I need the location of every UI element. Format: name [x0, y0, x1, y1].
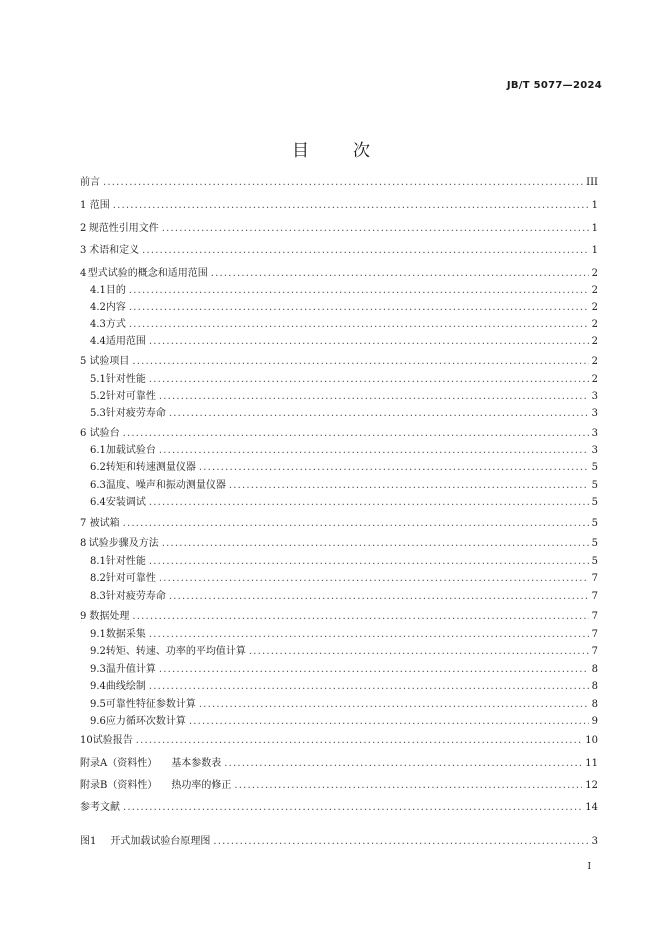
- toc-entry-number: 5.1: [90, 374, 106, 385]
- toc-entry[interactable]: [80, 460, 598, 476]
- toc-entry[interactable]: [80, 800, 598, 816]
- toc-leader-dots: [149, 495, 589, 511]
- toc-entry-label: 基本参数表: [171, 758, 222, 769]
- toc-entry-label: 试验台: [89, 428, 120, 439]
- toc-entry-page: 11: [585, 758, 598, 769]
- toc-entry-page: 7: [591, 591, 598, 602]
- toc-entry-number: 4.2: [90, 302, 106, 313]
- toc-entry-label: 数据处理: [89, 611, 130, 622]
- toc-entry-page: 7: [591, 611, 598, 622]
- toc-leader-dots: [149, 627, 589, 643]
- toc-entry-number: 9.3: [90, 664, 106, 675]
- toc-entry-number: 9.1: [90, 629, 106, 640]
- toc-entry-number: 9.4: [90, 681, 106, 692]
- toc-entry[interactable]: [80, 778, 598, 794]
- toc-entry-label: 术语和定义: [89, 245, 140, 256]
- toc-entry-page: 3: [591, 391, 598, 402]
- toc-entry-label: 内容: [105, 302, 126, 313]
- toc-entry[interactable]: [80, 317, 598, 333]
- toc-entry-label: 试验步骤及方法: [88, 538, 159, 549]
- toc-entry[interactable]: [80, 198, 598, 214]
- toc-entry-number: 4.4: [90, 336, 106, 347]
- toc-leader-dots: [234, 778, 582, 794]
- toc-entry[interactable]: [80, 733, 598, 749]
- toc-entry[interactable]: [80, 609, 598, 625]
- toc-entry-page: 9: [591, 716, 598, 727]
- toc-entry[interactable]: [80, 221, 598, 237]
- toc-leader-dots: [169, 589, 589, 605]
- toc-entry[interactable]: [80, 697, 598, 713]
- toc-entry-number: 8.1: [90, 556, 106, 567]
- toc-entry-number: 5.3: [90, 408, 106, 419]
- toc-entry[interactable]: [80, 443, 598, 459]
- toc-entry-page: 5: [591, 518, 598, 529]
- toc-entry-label: 试验项目: [89, 356, 130, 367]
- title-part-1: 目: [292, 141, 309, 161]
- toc-entry-label: 可靠性特征参数计算: [105, 699, 196, 710]
- toc-entry-page: 7: [591, 646, 598, 657]
- toc-entry[interactable]: [80, 589, 598, 605]
- toc-entry-label: 针对性能: [105, 556, 146, 567]
- toc-entry-label: 针对疲劳寿命: [105, 591, 166, 602]
- toc-entry-page: 12: [585, 780, 598, 791]
- toc-leader-dots: [189, 714, 589, 730]
- page-title: [0, 136, 662, 161]
- toc-entry-page: 5: [591, 497, 598, 508]
- toc-entry[interactable]: [80, 426, 598, 442]
- toc-entry-page: 7: [591, 573, 598, 584]
- toc-leader-dots: [169, 406, 589, 422]
- toc-leader-dots: [123, 426, 589, 442]
- toc-entry-page: 3: [591, 428, 598, 439]
- toc-entry-page: 1: [591, 223, 598, 234]
- toc-entry[interactable]: [80, 243, 598, 259]
- toc-entry-number: 6.3: [90, 480, 106, 491]
- toc-entry-number: 6: [80, 428, 87, 439]
- toc-entry-label: 温度、噪声和振动测量仪器: [105, 480, 226, 491]
- toc-entry[interactable]: [80, 554, 598, 570]
- toc-entry-page: 1: [591, 200, 598, 211]
- toc-entry-number: 4: [80, 268, 87, 279]
- toc-entry-label: 型式试验的概念和适用范围: [87, 268, 208, 279]
- toc-leader-dots: [159, 389, 589, 405]
- document-code: JB/T 5077—2024: [506, 80, 602, 91]
- toc-entry-page: 2: [591, 302, 598, 313]
- toc-entry[interactable]: [80, 536, 598, 552]
- toc-entry-label: 安装调试: [105, 497, 146, 508]
- toc-entry-number: 9.2: [90, 646, 106, 657]
- toc-entry-number: 6.2: [90, 462, 106, 473]
- toc-entry-label: 应力循环次数计算: [105, 716, 186, 727]
- toc-entry-label: 被试箱: [89, 518, 120, 529]
- toc-entry[interactable]: [80, 756, 598, 772]
- title-part-2: 次: [353, 141, 370, 161]
- toc-entry[interactable]: [80, 283, 598, 299]
- toc-entry-page: 14: [585, 802, 598, 813]
- toc-leader-dots: [199, 697, 589, 713]
- toc-entry[interactable]: [80, 354, 598, 370]
- toc-entry-label: 转矩、转速、功率的平均值计算: [105, 646, 246, 657]
- toc-entry-page: 2: [591, 285, 598, 296]
- toc-entry-page: 10: [585, 735, 598, 746]
- toc-leader-dots: [123, 516, 589, 532]
- toc-entry[interactable]: [80, 389, 598, 405]
- toc-entry[interactable]: [80, 662, 598, 678]
- toc-leader-dots: [249, 644, 589, 660]
- toc-entry-page: 2: [591, 268, 598, 279]
- toc-entry-number: 5: [80, 356, 87, 367]
- toc-leader-dots: [149, 679, 589, 695]
- toc-entry-label: 目的: [105, 285, 126, 296]
- toc-entry-page: 8: [591, 681, 598, 692]
- toc-entry-label: 热功率的修正: [171, 780, 232, 791]
- toc-entry-label: 方式: [105, 319, 126, 330]
- toc-leader-dots: [136, 733, 583, 749]
- toc-entry[interactable]: [80, 495, 598, 511]
- toc-entry-page: 2: [591, 356, 598, 367]
- toc-entry-page: 8: [591, 664, 598, 675]
- toc-entry-label: 针对疲劳寿命: [105, 408, 166, 419]
- toc-entry-number: 8: [80, 538, 87, 549]
- toc-leader-dots: [123, 800, 582, 816]
- toc-entry-number: 1: [80, 200, 87, 211]
- toc-entry-label: 加载试验台: [105, 445, 156, 456]
- toc-entry-page: 3: [591, 836, 598, 847]
- toc-entry-page: 2: [591, 319, 598, 330]
- toc-entry-label: 前言: [80, 177, 100, 188]
- toc-entry-number: 9.5: [90, 699, 106, 710]
- toc-leader-dots: [229, 478, 589, 494]
- toc-entry[interactable]: [80, 300, 598, 316]
- toc-leader-dots: [129, 317, 589, 333]
- toc-entry-number: 7: [80, 518, 87, 529]
- toc-entry[interactable]: [80, 266, 598, 282]
- toc-entry-number: 9: [80, 611, 87, 622]
- toc-leader-dots: [129, 283, 589, 299]
- toc-entry-page: 5: [591, 480, 598, 491]
- toc-leader-dots: [142, 243, 588, 259]
- toc-entry-label: 开式加载试验台原理图: [110, 836, 211, 847]
- toc-entry-page: 7: [591, 629, 598, 640]
- toc-leader-dots: [213, 834, 588, 850]
- toc-leader-dots: [199, 460, 589, 476]
- toc-entry-label: 范围: [89, 200, 110, 211]
- toc-leader-dots: [129, 300, 589, 316]
- toc-entry-page: 2: [591, 374, 598, 385]
- toc-entry[interactable]: [80, 478, 598, 494]
- toc-entry[interactable]: [80, 627, 598, 643]
- toc-entry-page: 1: [591, 245, 598, 256]
- toc-entry-number: 2: [80, 223, 87, 234]
- toc-entry-label: 试验报告: [92, 735, 133, 746]
- toc-leader-dots: [162, 536, 589, 552]
- toc-leader-dots: [132, 609, 588, 625]
- toc-entry[interactable]: [80, 406, 598, 422]
- toc-entry-number: 3: [80, 245, 87, 256]
- toc-entry-number: 5.2: [90, 391, 106, 402]
- toc-entry-label: 数据采集: [105, 629, 146, 640]
- toc-entry-label: 适用范围: [105, 336, 146, 347]
- toc-entry-number: 6.4: [90, 497, 106, 508]
- toc-entry[interactable]: [80, 714, 598, 730]
- toc-leader-dots: [224, 756, 582, 772]
- toc-entry-page: 3: [591, 445, 598, 456]
- toc-entry-label: 针对可靠性: [105, 573, 156, 584]
- toc-entry-number: 4.1: [90, 285, 106, 296]
- toc-leader-dots: [211, 266, 589, 282]
- toc-leader-dots: [113, 198, 589, 214]
- toc-entry-number: 9.6: [90, 716, 106, 727]
- toc-leader-dots: [159, 571, 589, 587]
- toc-entry[interactable]: [80, 571, 598, 587]
- toc-leader-dots: [149, 372, 589, 388]
- toc-entry-page: 5: [591, 462, 598, 473]
- toc-entry[interactable]: [80, 679, 598, 695]
- toc-leader-dots: [159, 662, 589, 678]
- toc-leader-dots: [132, 354, 588, 370]
- toc-entry-page: III: [586, 177, 598, 188]
- toc-entry-label: 针对性能: [105, 374, 146, 385]
- toc-entry[interactable]: [80, 834, 598, 850]
- toc-entry-number: 附录A（资料性）: [80, 758, 158, 769]
- toc-entry-number: 4.3: [90, 319, 106, 330]
- toc-entry[interactable]: [80, 644, 598, 660]
- toc-entry-number: 8.3: [90, 591, 106, 602]
- toc-entry[interactable]: [80, 175, 598, 191]
- toc-entry[interactable]: [80, 334, 598, 350]
- toc-leader-dots: [159, 443, 589, 459]
- toc-entry-page: 3: [591, 408, 598, 419]
- toc-entry-number: 8.2: [90, 573, 106, 584]
- toc-entry-label: 曲线绘制: [105, 681, 146, 692]
- toc-entry[interactable]: [80, 372, 598, 388]
- toc-leader-dots: [149, 554, 589, 570]
- toc-entry[interactable]: [80, 516, 598, 532]
- toc-entry-label: 针对可靠性: [105, 391, 156, 402]
- toc-leader-dots: [162, 221, 589, 237]
- toc-entry-page: 5: [591, 538, 598, 549]
- toc-entry-label: 规范性引用文件: [88, 223, 159, 234]
- toc-leader-dots: [149, 334, 589, 350]
- toc-entry-page: 2: [591, 336, 598, 347]
- toc-entry-page: 8: [591, 699, 598, 710]
- toc-leader-dots: [103, 175, 583, 191]
- toc-entry-number: 10: [80, 735, 93, 746]
- toc-entry-number: 6.1: [90, 445, 106, 456]
- toc-entry-number: 附录B（资料性）: [80, 780, 158, 791]
- toc-entry-label: 温升值计算: [105, 664, 156, 675]
- toc-entry-label: 参考文献: [80, 802, 120, 813]
- toc-entry-page: 5: [591, 556, 598, 567]
- toc-entry-number: 图1: [80, 836, 97, 847]
- page-number: I: [587, 862, 591, 872]
- toc-entry-label: 转矩和转速测量仪器: [105, 462, 196, 473]
